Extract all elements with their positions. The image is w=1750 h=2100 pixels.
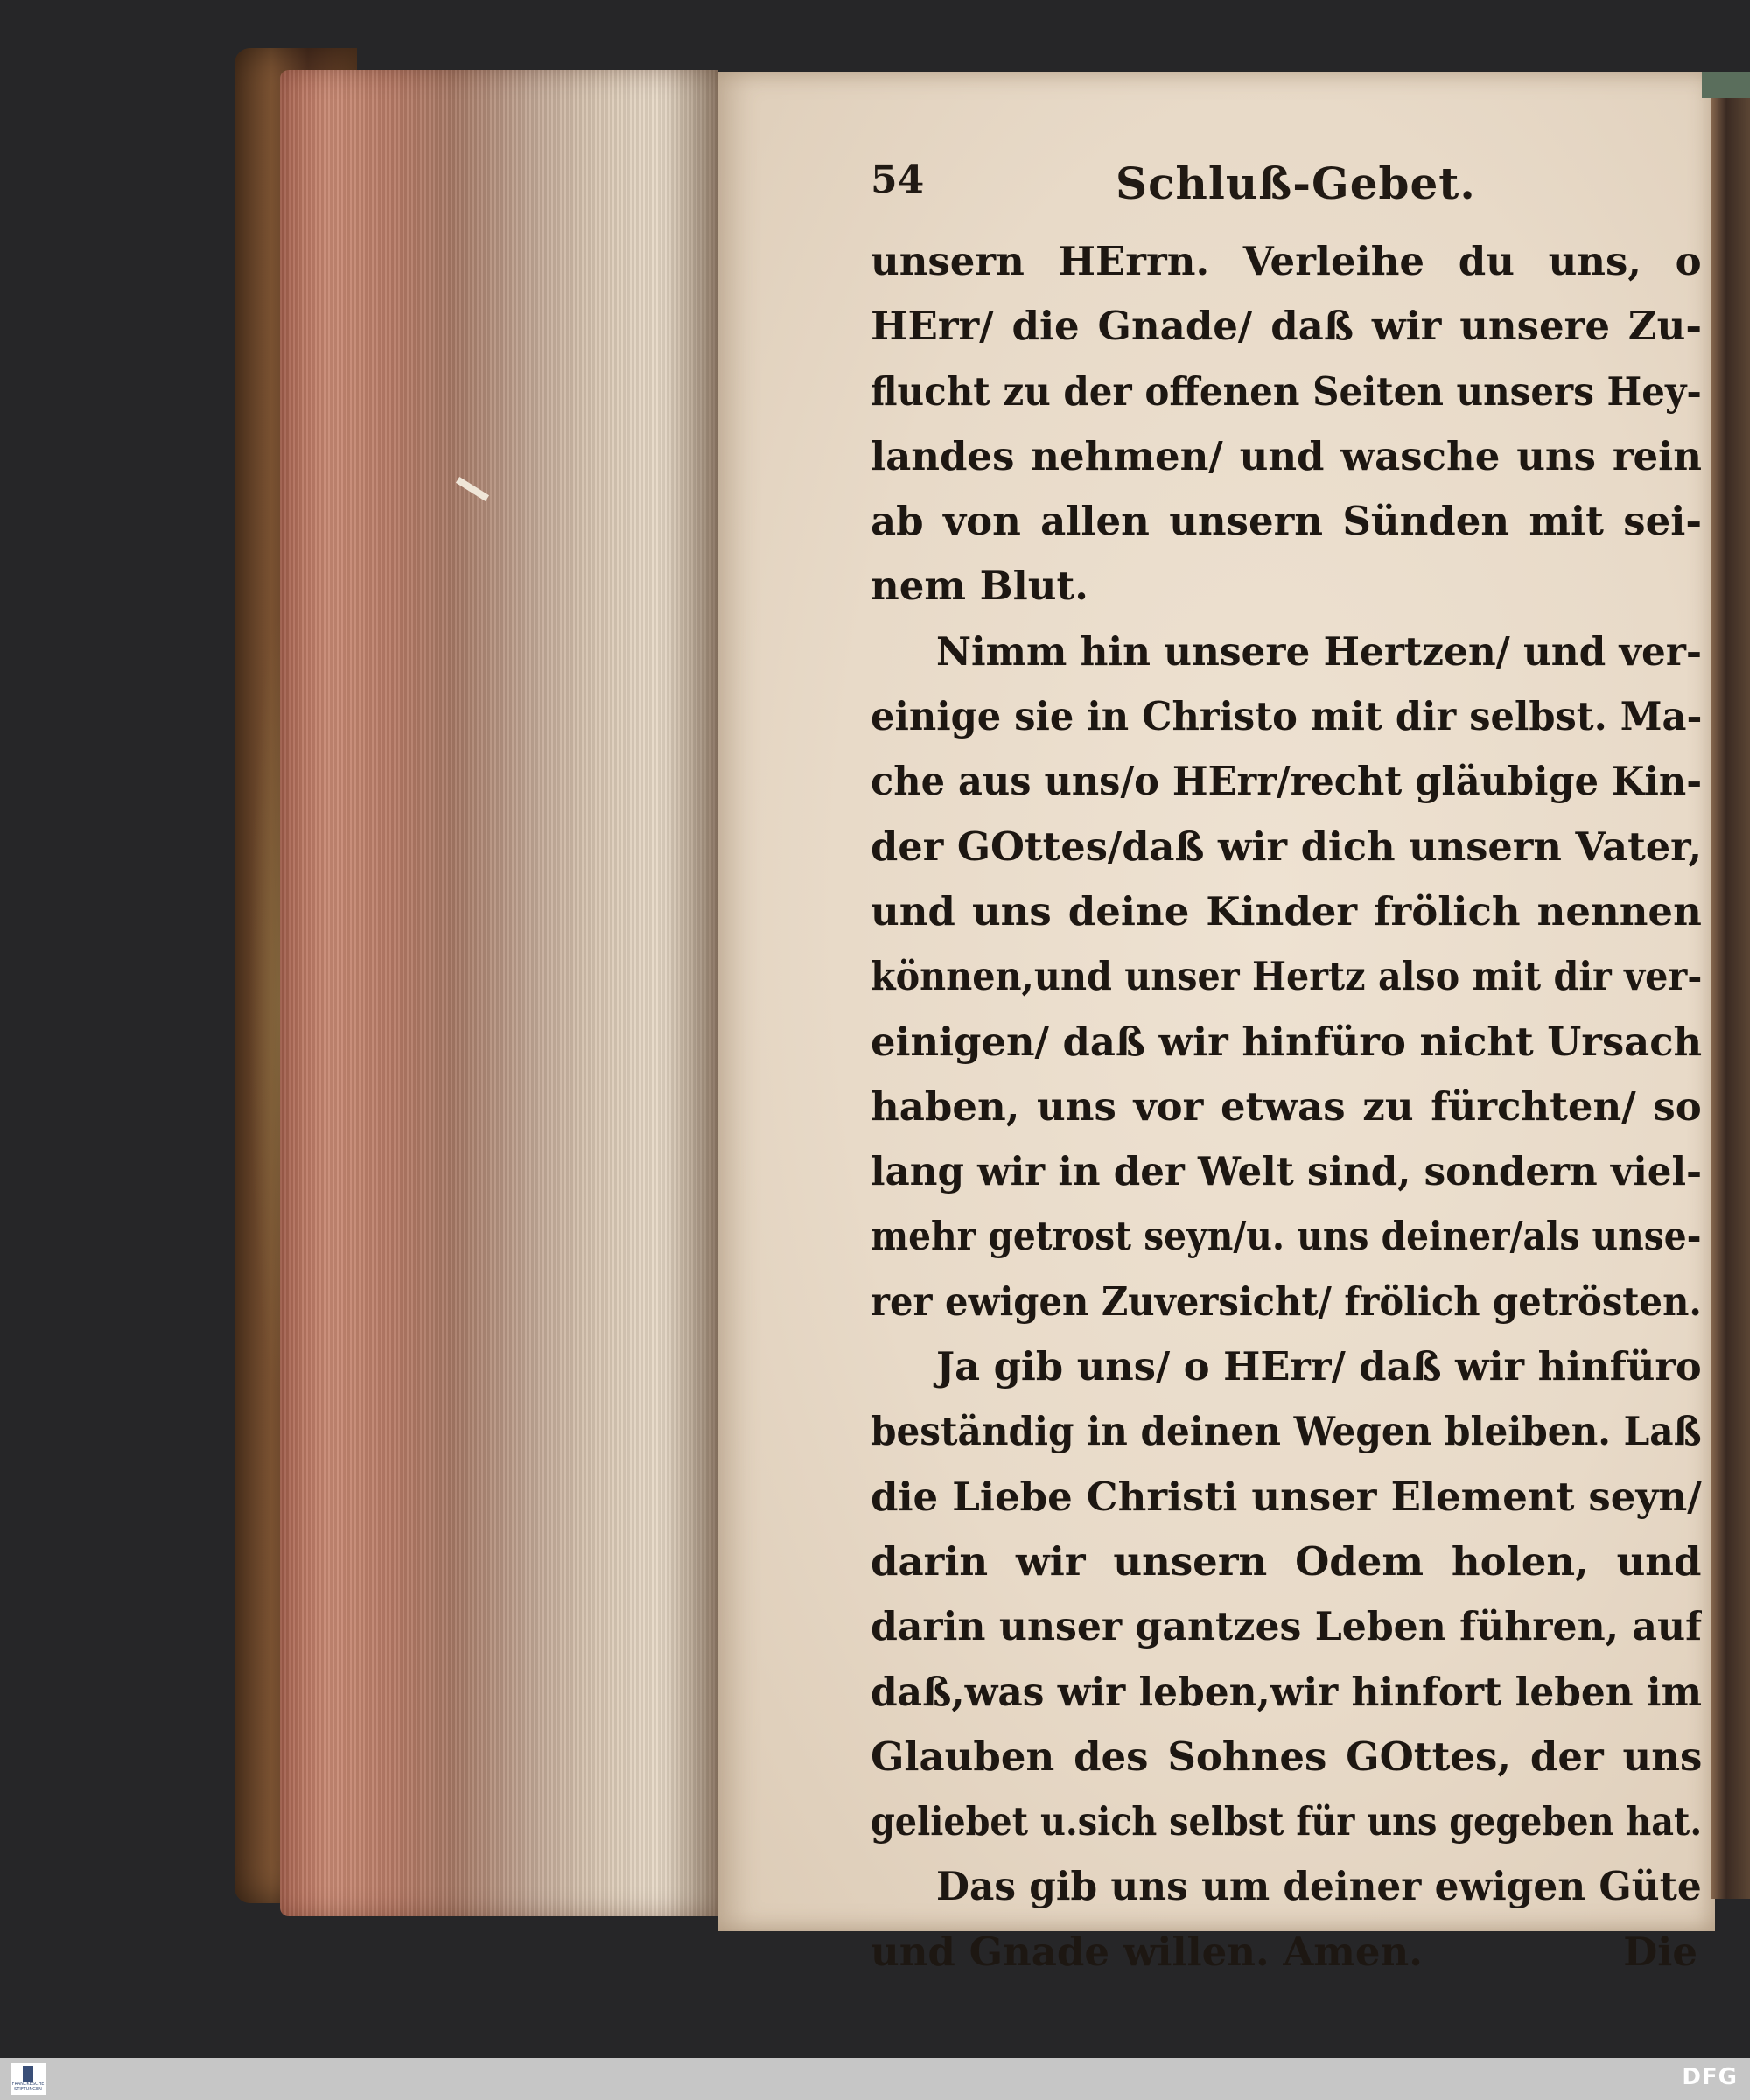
text-line-content: lang wir in der Welt sind, sondern viel- xyxy=(871,1148,1702,1195)
text-line xyxy=(871,1789,1702,1854)
text-line xyxy=(871,294,1702,359)
text-line-content: rer ewigen Zuversicht/ frölich getrösten. xyxy=(871,1278,1702,1325)
page-number: 54 xyxy=(871,158,925,202)
text-line-content: beständig in deinen Wegen bleiben. Laß xyxy=(871,1408,1702,1455)
bookmark-tab xyxy=(1702,72,1750,98)
text-line xyxy=(871,1399,1702,1464)
text-line-content: che aus uns/o HErr/recht gläubige Kin- xyxy=(871,758,1702,805)
text-line xyxy=(871,1725,1702,1789)
next-page-edge xyxy=(1711,79,1750,1899)
text-line xyxy=(871,229,1702,294)
text-line xyxy=(871,1204,1702,1269)
text-line xyxy=(871,424,1702,489)
text-line xyxy=(871,879,1702,944)
text-line-content: ab von allen unsern Sünden mit sei- xyxy=(871,498,1702,545)
text-line-content: unsern HErrn. Verleihe du uns, o xyxy=(871,238,1702,284)
page-header xyxy=(871,158,1698,228)
text-line-content: darin unser gantzes Leben führen, auf xyxy=(871,1603,1702,1650)
text-line-content: flucht zu der offenen Seiten unsers Hey- xyxy=(871,368,1702,415)
text-line-content: einigen/ daß wir hinfüro nicht Ursach xyxy=(871,1018,1702,1065)
text-line-content: landes nehmen/ und wasche uns rein xyxy=(871,432,1702,480)
text-line xyxy=(871,684,1702,749)
text-line-content: mehr getrost seyn/u. uns deiner/als unse- xyxy=(871,1213,1702,1260)
text-line xyxy=(871,1660,1702,1725)
text-line xyxy=(871,1270,1702,1334)
text-line xyxy=(871,815,1702,879)
text-line xyxy=(871,1465,1702,1530)
text-line-content: geliebet u.sich selbst für uns gegeben hat. xyxy=(871,1798,1702,1845)
text-line-content: HErr/ die Gnade/ daß wir unsere Zu- xyxy=(871,303,1702,350)
text-line-content: daß,was wir leben,wir hinfort leben im xyxy=(871,1668,1702,1715)
text-line xyxy=(871,1010,1702,1074)
text-line xyxy=(871,1920,1702,1984)
text-line-content: der GOttes/daß wir dich unsern Vater, xyxy=(871,822,1702,870)
text-line-content: können,und unser Hertz also mit dir ver- xyxy=(871,953,1702,1000)
text-line-content: haben, uns vor etwas zu fürchten/ so xyxy=(871,1082,1702,1130)
text-line-content: einige sie in Christo mit dir selbst. Ma- xyxy=(871,693,1702,740)
text-line-content: Glauben des Sohnes GOttes, der uns xyxy=(871,1732,1702,1780)
text-line xyxy=(871,620,1702,684)
text-line-content: die Liebe Christi unser Element seyn/ xyxy=(871,1473,1702,1520)
text-line xyxy=(871,1074,1702,1139)
catchword: Die xyxy=(1623,1928,1698,1975)
text-line-content: und Gnade willen. Amen. xyxy=(871,1928,1423,1975)
text-line-content: und uns deine Kinder frölich nennen xyxy=(871,887,1702,934)
viewer-footer-bar xyxy=(0,2058,1750,2100)
text-line xyxy=(871,749,1702,814)
text-line xyxy=(871,1334,1702,1399)
text-line-content: Nimm hin unsere Hertzen/ und ver- xyxy=(936,627,1702,675)
page-stack-fore-edge xyxy=(280,70,718,1916)
text-line-content: Das gib uns um deiner ewigen Güte xyxy=(936,1863,1702,1910)
gutter-shadow xyxy=(665,70,718,1916)
text-line xyxy=(871,944,1702,1009)
text-line xyxy=(871,489,1702,554)
text-line xyxy=(871,1854,1702,1919)
text-line-content: darin wir unsern Odem holen, und xyxy=(871,1537,1702,1585)
logo-text: FRANCKESCHE STIFTUNGEN xyxy=(11,2082,45,2092)
text-line-content: Ja gib uns/ o HErr/ daß wir hinfüro xyxy=(936,1343,1702,1390)
logo-emblem-icon xyxy=(23,2066,33,2082)
institution-logo[interactable] xyxy=(10,2063,46,2095)
text-line xyxy=(871,1139,1702,1204)
running-head: Schluß-Gebet. xyxy=(1116,158,1476,209)
text-line xyxy=(871,360,1702,424)
text-line xyxy=(871,1530,1702,1594)
text-line-content: nem Blut. xyxy=(871,563,1088,610)
dfg-logo[interactable]: DFG xyxy=(1682,2064,1738,2090)
page-text-block xyxy=(871,229,1702,1984)
text-line xyxy=(871,1594,1702,1659)
text-line xyxy=(871,554,1702,619)
